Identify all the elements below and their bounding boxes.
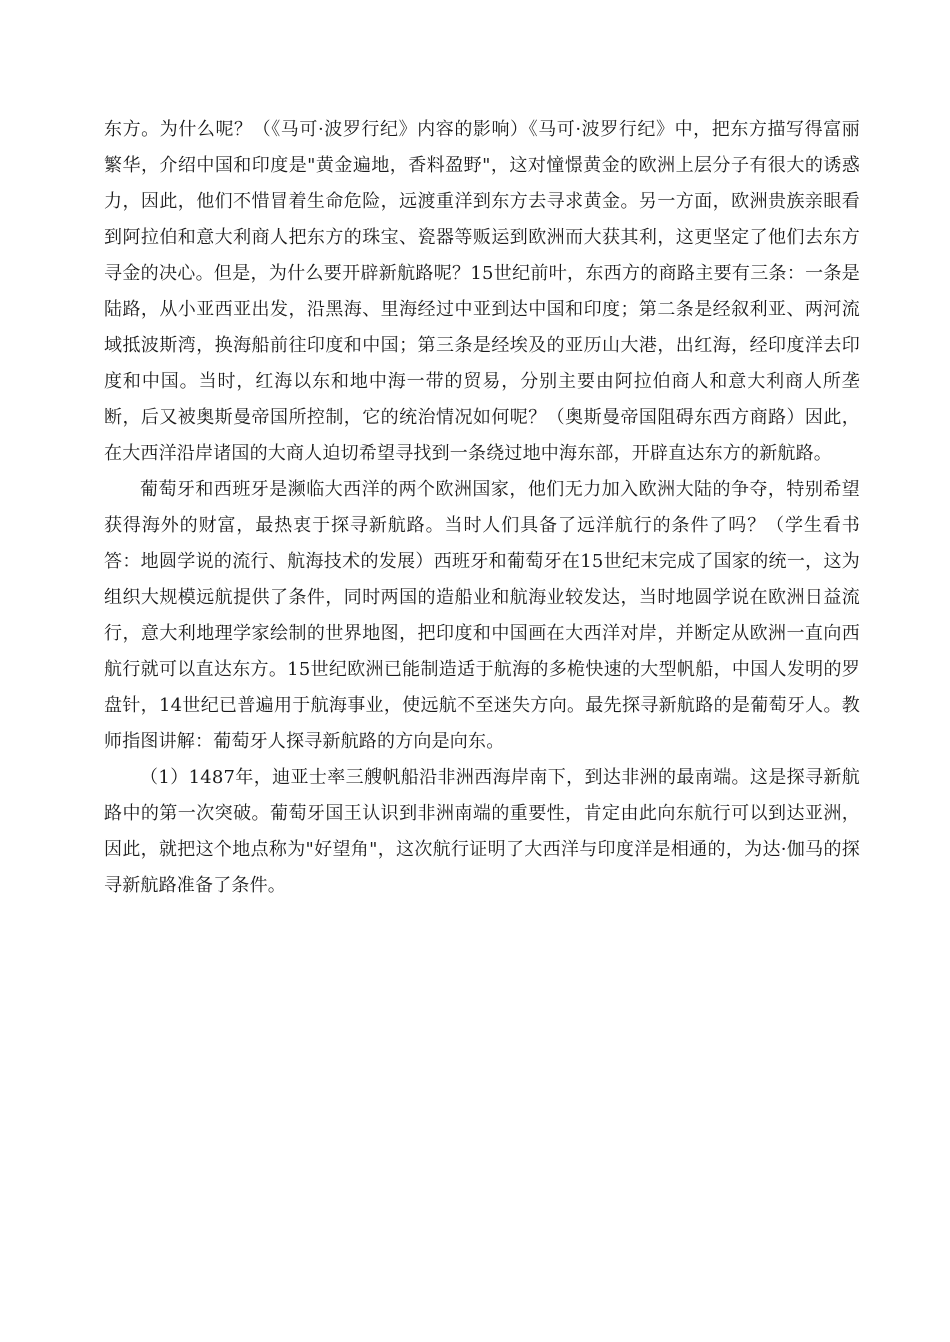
document-body xyxy=(104,112,860,904)
paragraph-3: （1）1487年，迪亚士率三艘帆船沿非洲西海岸南下，到达非洲的最南端。这是探寻新航路中的第一次突破。葡萄牙国王认识到非洲南端的重要性，肯定由此向东航行可以到达亚洲，因此，就把这个地点称为"好望角"，这次航行证明了大西洋与印度洋是相通的，为达·伽马的探寻新航路准备了条件。 xyxy=(104,767,860,896)
paragraph-1: 东方。为什么呢？（《马可·波罗行纪》内容的影响）《马可·波罗行纪》中，把东方描写得富丽繁华，介绍中国和印度是"黄金遍地，香料盈野"，这对憧憬黄金的欧洲上层分子有很大的诱惑力，因此，他们不惜冒着生命危险，远渡重洋到东方去寻求黄金。另一方面，欧洲贵族亲眼看到阿拉伯和意大利商人把东方的珠宝、瓷器等贩运到欧洲而大获其利，这更坚定了他们去东方寻金的决心。但是，为什么要开辟新航路呢？15世纪前叶，东西方的商路主要有三条：一条是陆路，从小亚西亚出发，沿黑海、里海经过中亚到达中国和印度；第二条是经叙利亚、两河流域抵波斯湾，换海船前往印度和中国；第三条是经埃及的亚历山大港，出红海，经印度洋去印度和中国。当时，红海以东和地中海一带的贸易，分别主要由阿拉伯商人和意大利商人所垄断，后又被奥斯曼帝国所控制，它的统治情况如何呢？（奥斯曼帝国阻碍东西方商路）因此，在大西洋沿岸诸国的大商人迫切希望寻找到一条绕过地中海东部，开辟直达东方的新航路。 xyxy=(104,119,860,464)
paragraph-2: 葡萄牙和西班牙是濒临大西洋的两个欧洲国家，他们无力加入欧洲大陆的争夺，特别希望获得海外的财富，最热衷于探寻新航路。当时人们具备了远洋航行的条件了吗？（学生看书答：地圆学说的流行、航海技术的发展）西班牙和葡萄牙在15世纪末完成了国家的统一，这为组织大规模远航提供了条件，同时两国的造船业和航海业较发达，当时地圆学说在欧洲日益流行，意大利地理学家绘制的世界地图，把印度和中国画在大西洋对岸，并断定从欧洲一直向西航行就可以直达东方。15世纪欧洲已能制造适于航海的多桅快速的大型帆船，中国人发明的罗盘针，14世纪已普遍用于航海事业，使远航不至迷失方向。最先探寻新航路的是葡萄牙人。教师指图讲解：葡萄牙人探寻新航路的方向是向东。 xyxy=(104,479,860,752)
